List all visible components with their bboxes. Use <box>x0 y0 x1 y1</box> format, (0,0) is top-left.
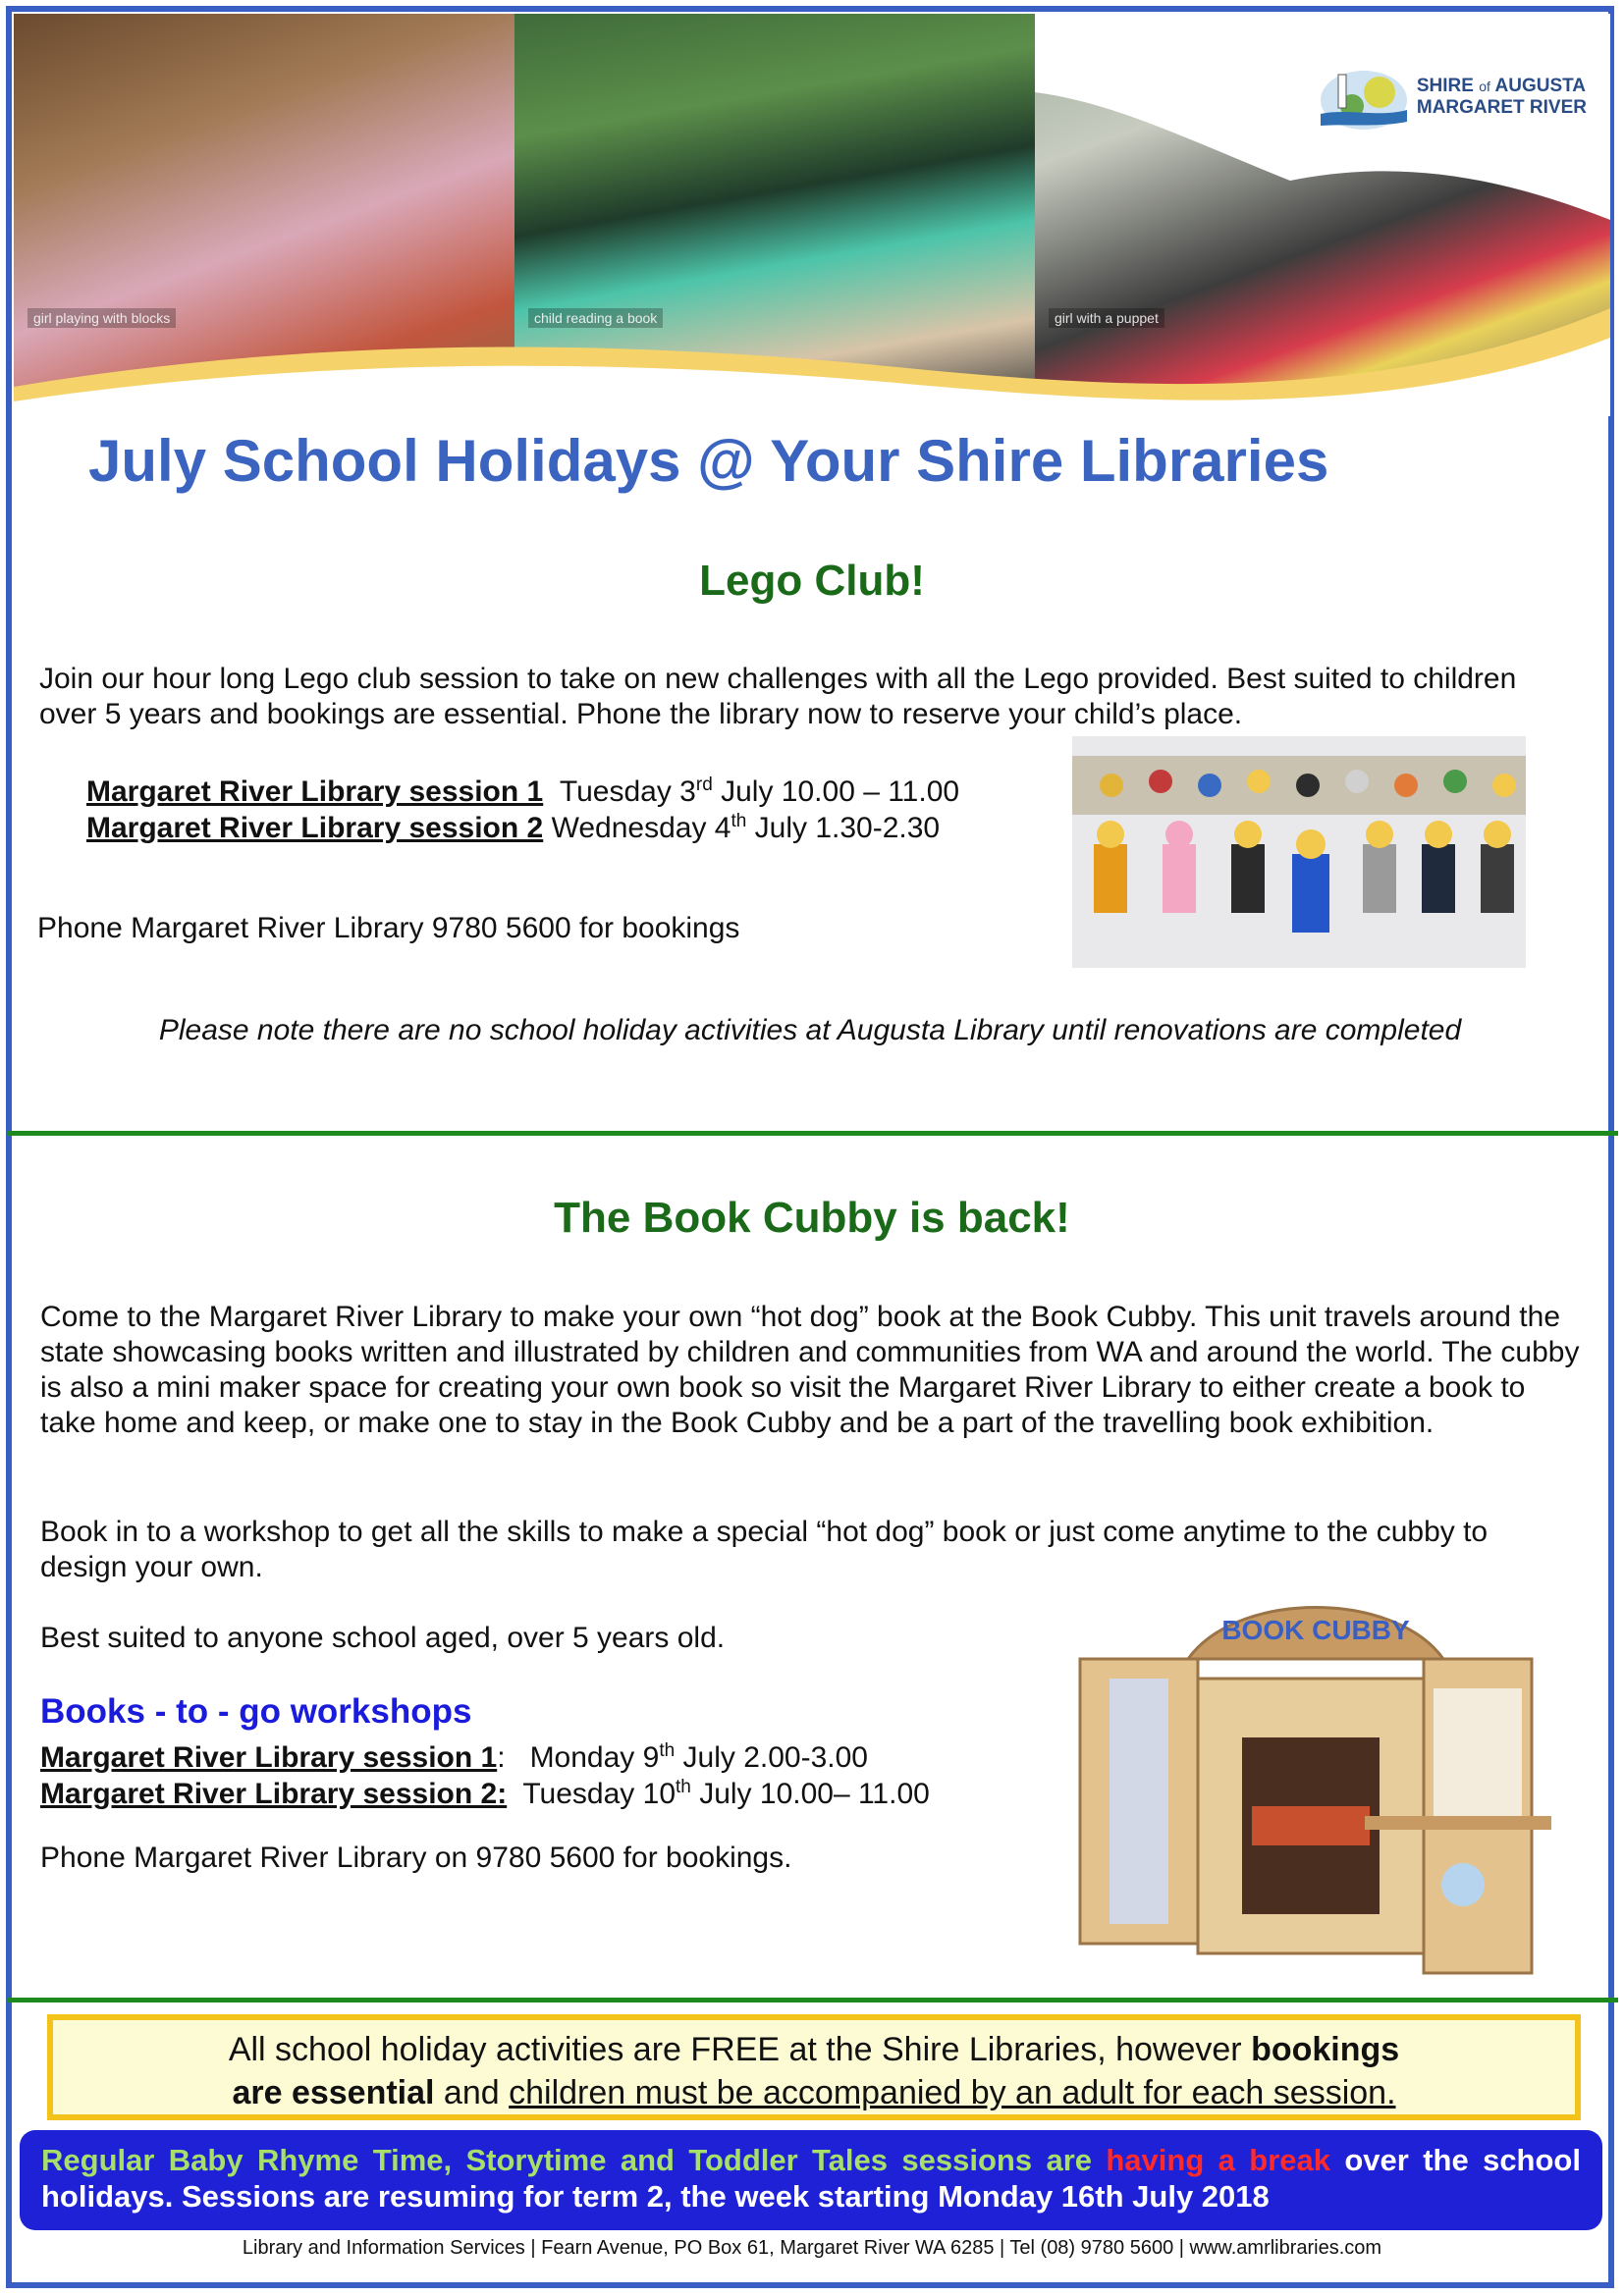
lego-minifigures-image <box>1072 736 1526 968</box>
book-cubby-description: Come to the Margaret River Library to make your own “hot dog” book at the Book Cubby. This unit travels around the state showcasing books written and illustrated by children and communities from WA and around the world. The cubby is also a mini maker space for creating your own book so visit the Margaret River Library to either create a book to take home and keep, or make one to stay in the Book Cubby and be a part of the travelling book exhibition. <box>40 1301 1580 1439</box>
logo-augusta: AUGUSTA <box>1494 76 1587 96</box>
cubby-session-2-day: Tuesday 10 <box>522 1778 676 1810</box>
regular-notice-red: having a break <box>1106 2143 1330 2177</box>
free-notice-text-1: All school holiday activities are FREE at the Shire Libraries, however <box>228 2031 1252 2068</box>
cubby-session-1-sep: : <box>497 1741 530 1774</box>
lego-club-title: Lego Club! <box>699 557 925 605</box>
regular-notice-white: over the school holidays. Sessions are resuming for term 2, the week starting Monday 16th July 2018 <box>41 2143 1581 2214</box>
section-divider-2 <box>8 1998 1618 2002</box>
lego-session-1-label: Margaret River Library session 1 <box>86 775 544 808</box>
lego-phone: Phone Margaret River Library 9780 5600 for bookings <box>37 912 740 944</box>
photo-alt: girl with a puppet <box>1049 308 1164 328</box>
book-cubby-image <box>1070 1590 1551 1983</box>
cubby-session-2-sep <box>507 1778 522 1810</box>
book-cubby-workshop-info: Book in to a workshop to get all the skills to make a special “hot dog” book or just come anytime to the cubby to design your own. <box>40 1516 1489 1583</box>
lego-session-1-day: Tuesday 3 <box>559 775 696 808</box>
workshops-heading: Books - to - go workshops <box>40 1692 472 1731</box>
cubby-session-1-time: July 2.00-3.00 <box>675 1741 868 1774</box>
cubby-phone: Phone Margaret River Library on 9780 5600 for bookings. <box>40 1842 792 1874</box>
logo-shire: SHIRE <box>1416 76 1474 96</box>
free-activities-notice <box>47 2014 1581 2120</box>
lego-session-1-sup: rd <box>695 774 713 795</box>
lego-session-2-sup: th <box>731 811 747 831</box>
lego-session-2-time: July 1.30-2.30 <box>746 812 941 844</box>
lego-session-1-time: July 10.00 – 11.00 <box>712 775 960 808</box>
free-notice-text-2: and <box>434 2074 510 2111</box>
section-divider <box>8 1131 1618 1136</box>
lego-intro: Join our hour long Lego club session to take on new challenges with all the Lego provided. Best suited to children over 5 years and bookings are essential. Phone the library now to reserve your child’s place. <box>39 663 1517 730</box>
cubby-session-1-label: Margaret River Library session 1 <box>40 1741 498 1774</box>
cubby-session-1-sup: th <box>659 1740 676 1761</box>
cubby-session-2-label: Margaret River Library session 2: <box>40 1778 508 1810</box>
logo-of: of <box>1479 79 1490 94</box>
lego-session-2-label: Margaret River Library session 2 <box>86 812 544 844</box>
logo-margaret-river: MARGARET RIVER <box>1416 97 1587 118</box>
free-notice-bold-1: bookings <box>1251 2031 1400 2068</box>
photo-alt: girl playing with blocks <box>27 308 176 328</box>
page-title: July School Holidays @ Your Shire Libraries <box>88 428 1329 494</box>
cubby-session-2 <box>40 1769 930 1812</box>
cubby-sign-text: BOOK CUBBY <box>1221 1615 1410 1645</box>
lego-session-2-day: Wednesday 4 <box>551 812 731 844</box>
regular-notice-text: Regular Baby Rhyme Time, Storytime and Toddler Tales sessions are <box>41 2143 1107 2177</box>
cubby-session-1-day: Monday 9 <box>529 1741 660 1774</box>
augusta-note: Please note there are no school holiday activities at Augusta Library until renovations are completed <box>158 1014 1462 1046</box>
free-notice-bold-2: are essential <box>232 2074 435 2111</box>
lighthouse-logo-icon <box>1319 63 1409 132</box>
photo-alt: child reading a book <box>528 308 663 328</box>
book-cubby-title: The Book Cubby is back! <box>554 1194 1070 1242</box>
lego-session-2 <box>86 803 940 846</box>
book-cubby-age: Best suited to anyone school aged, over 5 years old. <box>40 1622 726 1654</box>
footer-contact: Library and Information Services | Fearn Avenue, PO Box 61, Margaret River WA 6285 | Tel (08) 9780 5600 | www.amrlibraries.com <box>242 2237 1382 2259</box>
cubby-session-2-time: July 10.00– 11.00 <box>690 1778 930 1810</box>
header-banner <box>14 14 1610 416</box>
free-notice-underlined: children must be accompanied by an adult for each session. <box>509 2074 1396 2111</box>
cubby-session-2-sup: th <box>676 1777 691 1797</box>
regular-sessions-notice <box>20 2130 1602 2230</box>
shire-logo <box>1319 63 1587 132</box>
